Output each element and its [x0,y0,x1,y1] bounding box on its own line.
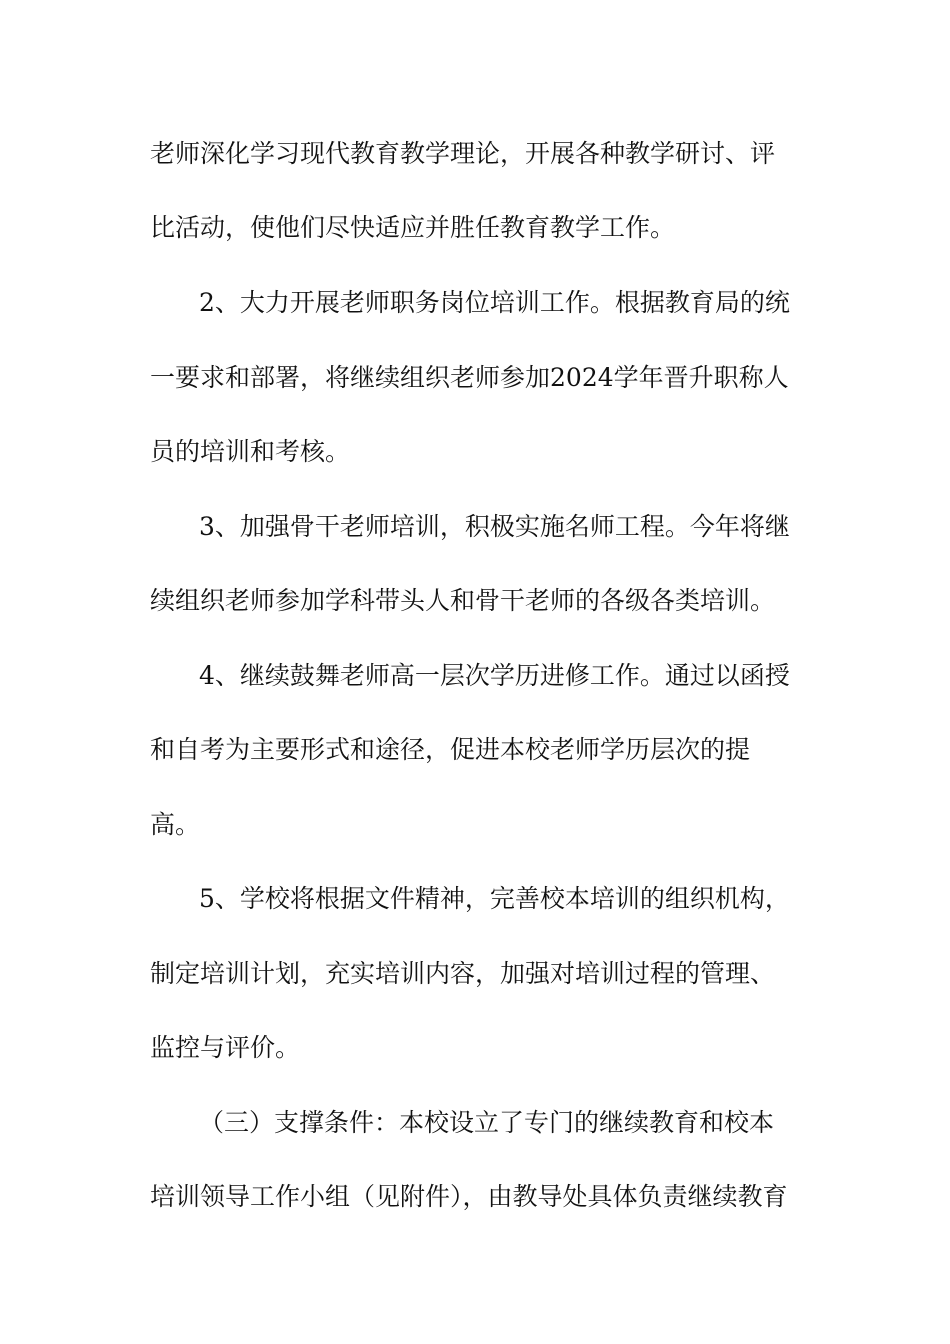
text-line: 员的培训和考核。 [150,437,351,466]
text-line: （三）支撑条件：本校设立了专门的继续教育和校本 [199,1108,775,1137]
text-line: 培训领导工作小组（见附件），由教导处具体负责继续教育 [150,1182,788,1211]
text-line: 高。 [150,810,201,839]
text-line: 比活动，使他们尽快适应并胜任教育教学工作。 [150,213,676,242]
text-line: 4、继续鼓舞老师高一层次学历进修工作。通过以函授 [199,661,790,690]
text-line: 老师深化学习现代教育教学理论，开展各种教学研讨、评 [150,139,776,168]
text-line: 2、大力开展老师职务岗位培训工作。根据教育局的统 [199,288,790,317]
text-line: 5、学校将根据文件精神，完善校本培训的组织机构， [199,884,790,913]
text-line: 一要求和部署，将继续组织老师参加2024学年晋升职称人 [150,363,789,392]
text-line: 监控与评价。 [150,1033,301,1062]
text-line: 制定培训计划，充实培训内容，加强对培训过程的管理、 [150,959,776,988]
text-line: 和自考为主要形式和途径，促进本校老师学历层次的提 [150,735,751,764]
text-line: 3、加强骨干老师培训，积极实施名师工程。今年将继 [199,512,790,541]
text-line: 续组织老师参加学科带头人和骨干老师的各级各类培训。 [150,586,776,615]
